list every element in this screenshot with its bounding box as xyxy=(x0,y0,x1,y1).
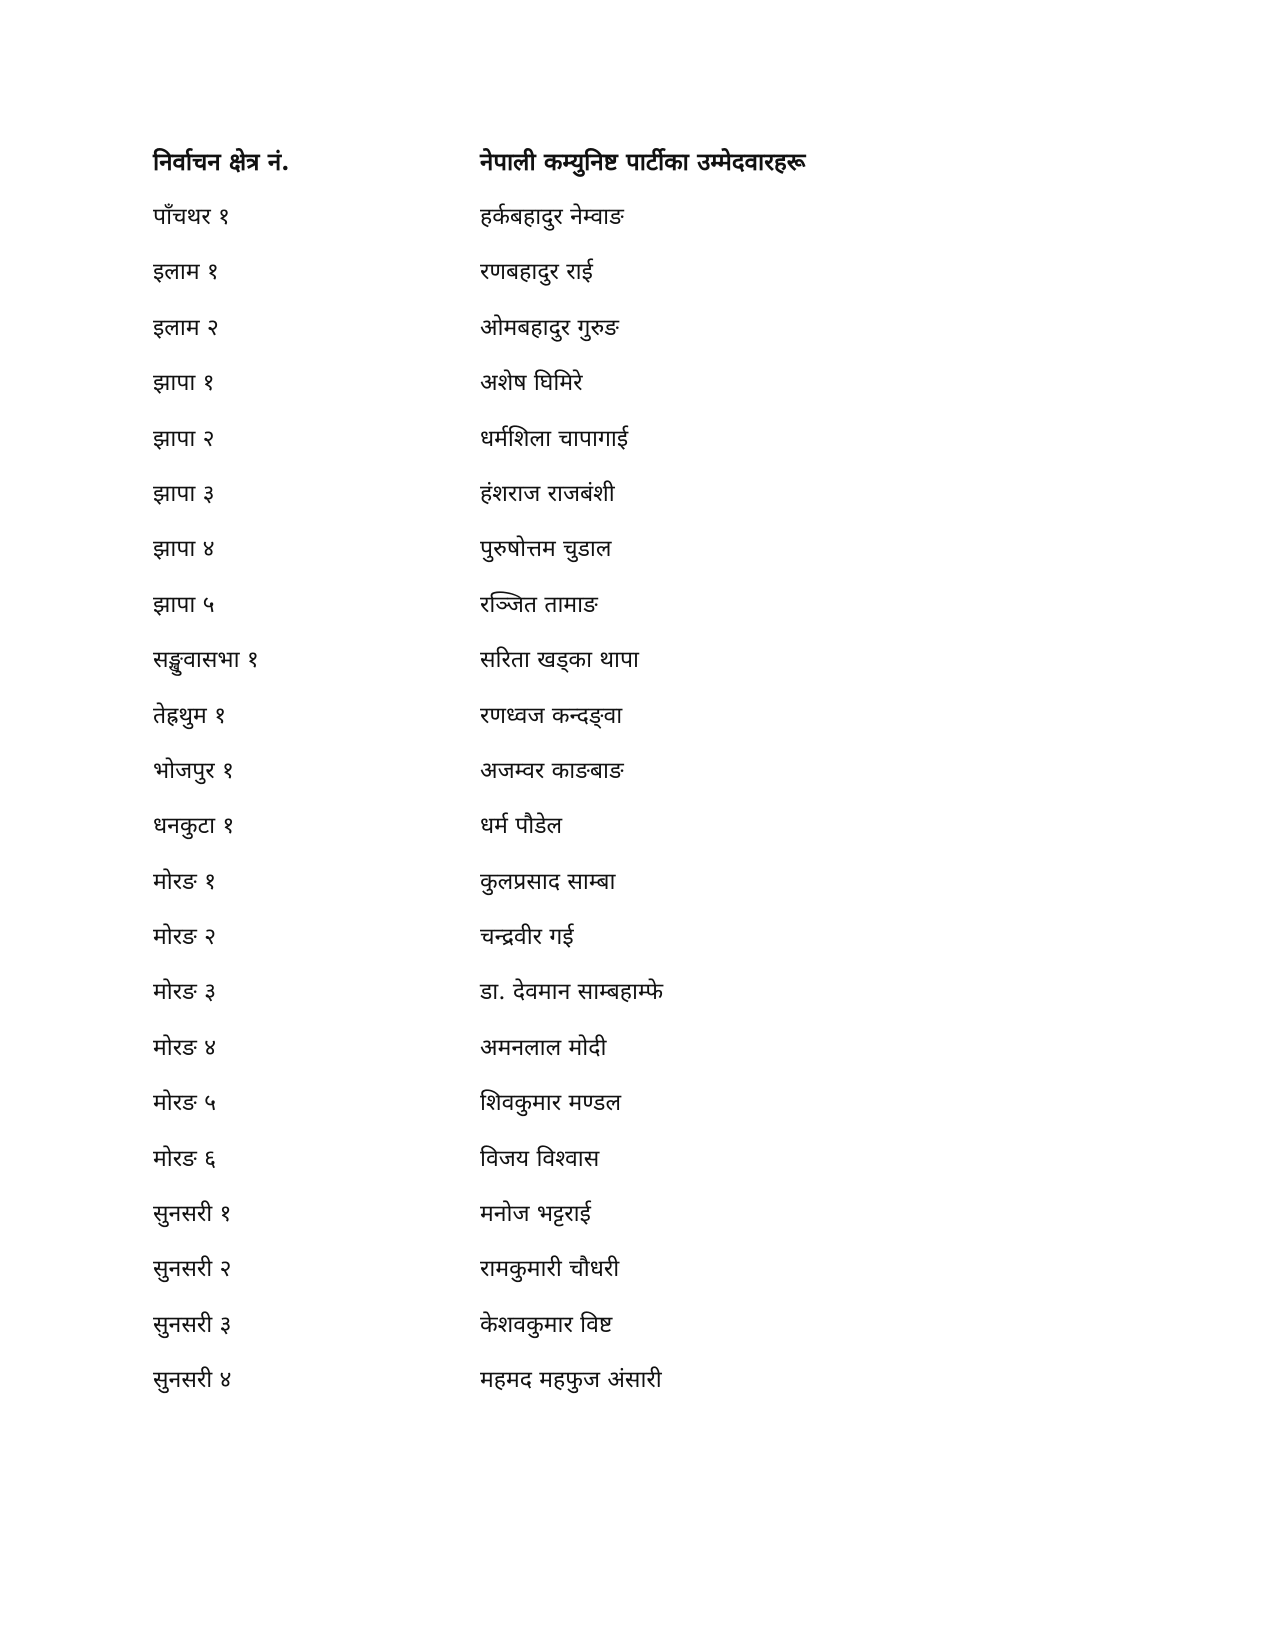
candidate-cell: कुलप्रसाद साम्बा xyxy=(480,868,616,895)
constituency-cell: झापा ५ xyxy=(153,591,215,618)
list-item xyxy=(153,1085,1153,1140)
constituency-cell: सुनसरी ४ xyxy=(153,1367,232,1394)
candidate-cell: डा. देवमान साम्बहाम्फे xyxy=(480,979,664,1006)
constituency-cell: मोरङ ५ xyxy=(153,1090,217,1117)
candidate-cell: अजम्वर काङबाङ xyxy=(480,757,624,784)
candidate-cell: रणध्वज कन्दङ्वा xyxy=(480,702,623,729)
constituency-cell: मोरङ १ xyxy=(153,868,217,895)
list-item xyxy=(153,476,1153,531)
list-item xyxy=(153,642,1153,697)
constituency-cell: झापा ४ xyxy=(153,536,215,563)
candidate-cell: ओमबहादुर गुरुङ xyxy=(480,314,619,341)
list-item xyxy=(153,698,1153,753)
list-item xyxy=(153,1251,1153,1306)
list-item xyxy=(153,1141,1153,1196)
constituency-cell: इलाम १ xyxy=(153,259,219,286)
constituency-cell: पाँचथर १ xyxy=(153,204,231,230)
list-item xyxy=(153,421,1153,476)
list-item xyxy=(153,531,1153,586)
candidate-cell: अशेष घिमिरे xyxy=(480,370,583,397)
candidate-list xyxy=(153,199,1153,1418)
candidate-cell: महमद महफुज अंसारी xyxy=(480,1367,662,1394)
list-item xyxy=(153,1362,1153,1417)
candidate-cell: धर्म पौडेल xyxy=(480,813,563,840)
candidate-cell: सरिता खड्का थापा xyxy=(480,647,640,674)
table-header xyxy=(153,145,1153,185)
constituency-cell: इलाम २ xyxy=(153,314,219,341)
list-item xyxy=(153,1030,1153,1085)
list-item xyxy=(153,587,1153,642)
list-item xyxy=(153,1196,1153,1251)
constituency-cell: सुनसरी ३ xyxy=(153,1311,232,1338)
candidate-cell: रञ्जित तामाङ xyxy=(480,591,598,618)
constituency-cell: भोजपुर १ xyxy=(153,757,234,784)
list-item xyxy=(153,864,1153,919)
candidate-cell: विजय विश्वास xyxy=(480,1145,600,1172)
list-item xyxy=(153,808,1153,863)
candidate-cell: धर्मशिला चापागाई xyxy=(480,425,629,452)
constituency-cell: मोरङ ४ xyxy=(153,1034,217,1061)
constituency-cell: मोरङ ६ xyxy=(153,1145,217,1172)
constituency-cell: सङ्खुवासभा १ xyxy=(153,647,259,674)
constituency-cell: सुनसरी २ xyxy=(153,1256,232,1283)
candidate-cell: हर्कबहादुर नेम्वाङ xyxy=(480,204,624,230)
constituency-cell: मोरङ ३ xyxy=(153,979,217,1006)
list-item xyxy=(153,753,1153,808)
candidate-cell: हंशराज राजबंशी xyxy=(480,480,615,507)
list-item xyxy=(153,1307,1153,1362)
list-item xyxy=(153,974,1153,1029)
list-item xyxy=(153,919,1153,974)
list-item xyxy=(153,365,1153,420)
constituency-cell: झापा १ xyxy=(153,370,215,397)
candidate-cell: मनोज भट्टराई xyxy=(480,1201,591,1228)
list-item xyxy=(153,254,1153,309)
constituency-cell: झापा ३ xyxy=(153,480,215,507)
constituency-cell: झापा २ xyxy=(153,425,215,452)
candidate-cell: पुरुषोत्तम चुडाल xyxy=(480,536,612,563)
candidate-cell: चन्द्रवीर गई xyxy=(480,924,574,951)
constituency-cell: सुनसरी १ xyxy=(153,1201,232,1228)
candidate-cell: केशवकुमार विष्ट xyxy=(480,1311,613,1338)
constituency-cell: तेह्रथुम १ xyxy=(153,702,227,729)
list-item xyxy=(153,310,1153,365)
candidate-cell: रामकुमारी चौधरी xyxy=(480,1256,620,1283)
constituency-cell: धनकुटा १ xyxy=(153,813,235,840)
constituency-cell: मोरङ २ xyxy=(153,924,217,951)
candidates-header: नेपाली कम्युनिष्ट पार्टीका उम्मेदवारहरू xyxy=(480,147,806,176)
candidate-cell: रणबहादुर राई xyxy=(480,259,593,286)
constituency-header: निर्वाचन क्षेत्र नं. xyxy=(153,147,290,176)
candidate-cell: अमनलाल मोदी xyxy=(480,1034,607,1061)
list-item xyxy=(153,199,1153,254)
candidate-cell: शिवकुमार मण्डल xyxy=(480,1090,622,1117)
